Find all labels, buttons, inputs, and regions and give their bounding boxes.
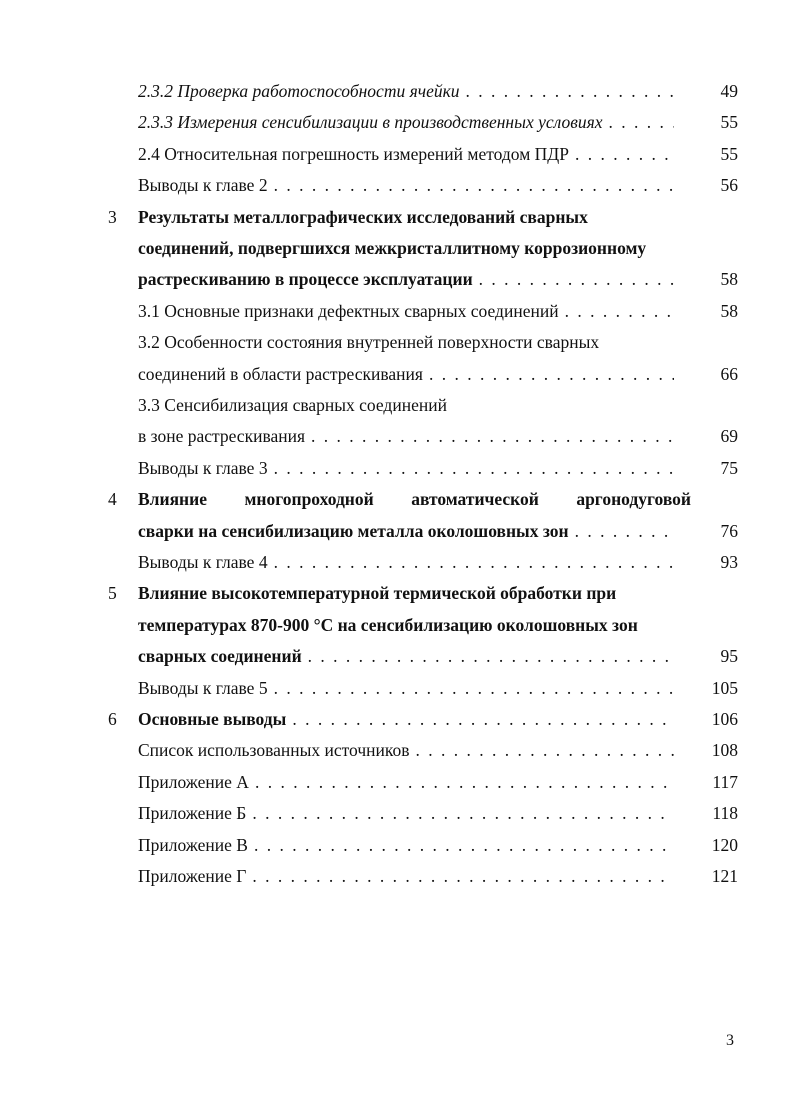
- toc-entry[interactable]: [0, 422, 738, 450]
- toc-entry-title: соединений в области растрескивания: [138, 363, 423, 384]
- chapter-number: 6: [108, 709, 117, 729]
- toc-heading-text: температурах 870-900 °С на сенсибилизацию околошовных зон: [138, 614, 638, 635]
- toc-entry-title: сварных соединений: [138, 646, 302, 667]
- toc-entry-title: растрескиванию в процессе эксплуатации: [138, 269, 473, 290]
- toc-entry-title: 3.1 Основные признаки дефектных сварных соединений: [138, 300, 559, 321]
- dot-leader: [479, 265, 674, 293]
- toc-entry[interactable]: [0, 831, 738, 859]
- toc-entry[interactable]: [0, 768, 738, 796]
- toc-entry-title: 2.3.2 Проверка работоспособности ячейки: [138, 81, 460, 101]
- toc-entry-title: Выводы к главе 3: [138, 457, 268, 478]
- toc-heading-line: [0, 234, 738, 262]
- toc-entry-title: Выводы к главе 2: [138, 175, 268, 196]
- dot-leader: [308, 642, 674, 670]
- toc-heading-line: [0, 391, 738, 419]
- toc-page-number: 58: [720, 269, 738, 290]
- toc-entry-title: Приложение Б: [138, 803, 247, 824]
- page-number: 3: [726, 1032, 734, 1049]
- chapter-number: 5: [108, 583, 117, 604]
- toc-entry-title: сварки на сенсибилизацию металла околошовных зон: [138, 520, 569, 541]
- toc-page-number: 49: [720, 81, 738, 101]
- toc-heading-line: [0, 485, 738, 513]
- toc-entry[interactable]: [0, 799, 738, 827]
- toc-page-number: 95: [720, 646, 738, 667]
- toc-page-number: 69: [720, 426, 738, 447]
- dot-leader: [274, 171, 674, 199]
- chapter-number: 4: [108, 489, 117, 510]
- toc-heading-text: соединений, подвергшихся межкристаллитному коррозионному: [138, 238, 647, 258]
- toc-entry-title: в зоне растрескивания: [138, 426, 306, 447]
- toc-entry[interactable]: [0, 674, 738, 702]
- toc-page-number: 120: [711, 834, 738, 855]
- toc-entry-title: 2.3.3 Измерения сенсибилизации в производственных условиях: [138, 112, 603, 133]
- toc-page-number: 56: [720, 175, 738, 196]
- dot-leader: [429, 360, 674, 388]
- dot-leader: [274, 454, 674, 482]
- dot-leader: [252, 862, 674, 890]
- toc-page-number: 55: [720, 143, 738, 164]
- dot-leader: [311, 422, 674, 450]
- toc-page-number: 75: [720, 457, 738, 478]
- toc-entry-title: Список использованных источников: [138, 740, 410, 761]
- toc-heading-text: Результаты металлографических исследований сварных: [138, 206, 588, 227]
- toc-entry[interactable]: [0, 736, 738, 764]
- chapter-number: 3: [108, 206, 117, 227]
- toc-page-number: 55: [720, 112, 738, 133]
- toc-page-number: 76: [720, 520, 738, 541]
- toc-heading-text: 3.3 Сенсибилизация сварных соединений: [138, 395, 447, 415]
- dot-leader: [416, 736, 674, 764]
- toc-entry-title: Приложение В: [138, 834, 248, 855]
- dot-leader: [274, 548, 674, 576]
- toc-heading-line: [0, 328, 738, 356]
- toc-entry-title: 2.4 Относительная погрешность измерений методом ПДР: [138, 143, 569, 164]
- toc-page-number: 66: [720, 363, 738, 384]
- toc-entry-title: Выводы к главе 5: [138, 677, 268, 698]
- toc-page-number: 108: [711, 740, 738, 761]
- toc-heading-text: 3.2 Особенности состояния внутренней поверхности сварных: [138, 332, 600, 353]
- dot-leader: [274, 674, 674, 702]
- toc-entry-title: Приложение Г: [138, 866, 247, 886]
- toc-entry-title: Основные выводы: [138, 709, 287, 729]
- dot-leader: [252, 799, 674, 827]
- toc-page-number: 93: [720, 552, 738, 572]
- dot-leader: [565, 297, 674, 325]
- dot-leader: [292, 705, 674, 733]
- toc-heading-text: Влияние высокотемпературной термической обработки при: [138, 583, 617, 604]
- dot-leader: [255, 768, 674, 796]
- toc-page-number: 118: [712, 803, 738, 824]
- toc-heading-line: [0, 611, 738, 639]
- toc-page-number: 117: [712, 771, 738, 792]
- toc-entry[interactable]: [0, 265, 738, 293]
- toc-page-number: 105: [711, 677, 738, 698]
- toc-page-number: 106: [711, 709, 738, 729]
- toc-entry[interactable]: [0, 454, 738, 482]
- toc-entry[interactable]: [0, 297, 738, 325]
- dot-leader: [575, 517, 674, 545]
- toc-entry[interactable]: [0, 862, 738, 890]
- toc-heading-line: [0, 579, 738, 607]
- toc-entry[interactable]: [0, 360, 738, 388]
- toc-entry[interactable]: [0, 108, 738, 136]
- toc-entry[interactable]: [0, 517, 738, 545]
- toc-entry[interactable]: [0, 642, 738, 670]
- toc-entry[interactable]: [0, 171, 738, 199]
- toc-entry[interactable]: [0, 705, 738, 733]
- dot-leader: [254, 831, 674, 859]
- toc-entry[interactable]: [0, 548, 738, 576]
- toc-heading-line: [0, 203, 738, 231]
- toc-entry-title: Приложение А: [138, 771, 249, 792]
- dot-leader: [466, 77, 674, 105]
- toc-page-number: 121: [711, 866, 738, 886]
- toc-page-number: 58: [720, 300, 738, 321]
- toc-entry[interactable]: [0, 77, 738, 105]
- dot-leader: [608, 108, 674, 136]
- toc-entry-title: Выводы к главе 4: [138, 552, 268, 572]
- toc-entry[interactable]: [0, 140, 738, 168]
- toc-heading-text: Влияние многопроходной автоматической аргонодуговой: [138, 489, 691, 510]
- dot-leader: [575, 140, 674, 168]
